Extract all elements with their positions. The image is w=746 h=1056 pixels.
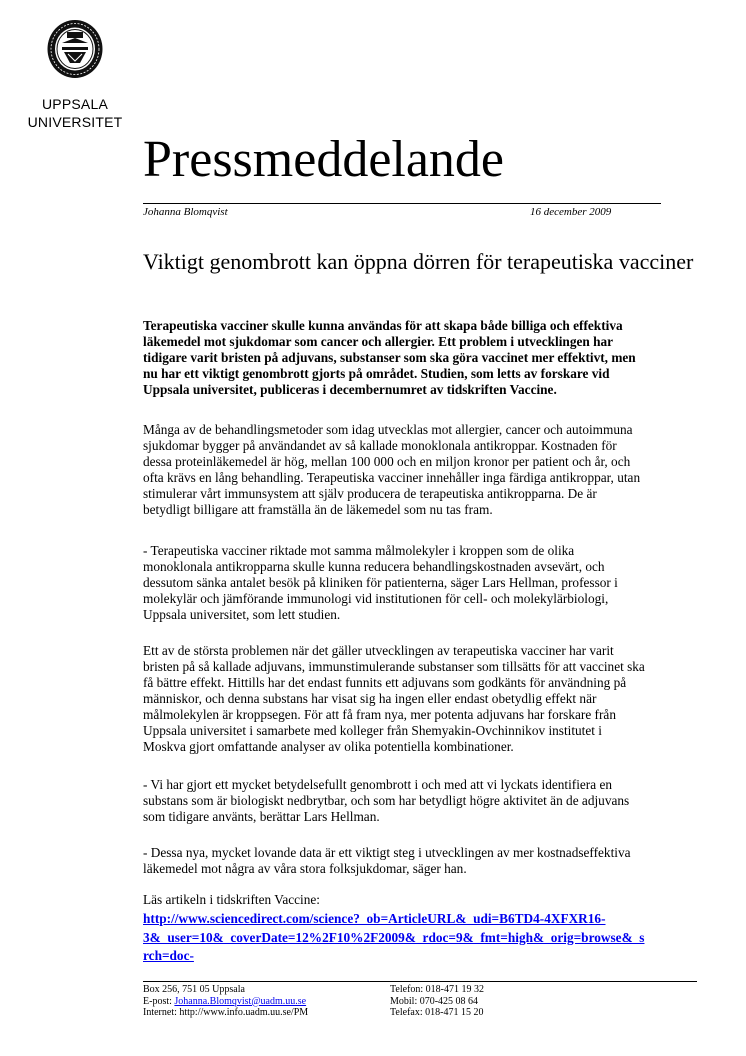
text-line: dessutom sänka antalet besök på kliniken för patienterna, säger Lars Hellman, professor i (143, 575, 618, 590)
text-line: bristen på så kallade adjuvans, immunstimulerande substanser som tillsätts för att vaccinet ska (143, 659, 645, 674)
author: Johanna Blomqvist (143, 206, 228, 218)
text-line: - Terapeutiska vacciner riktade mot samma målmolekyler i kroppen som de olika (143, 543, 575, 558)
text-line: sjukdomar bygger på användandet av så kallade monoklonala antikroppar. Kostnaden för (143, 438, 617, 453)
text-line: - Vi har gjort ett mycket betydelsefullt genombrott i och med att vi lyckats identifiera en (143, 777, 613, 792)
text-line: Många av de behandlingsmetoder som idag utvecklas mot allergier, cancer och autoimmuna (143, 422, 633, 437)
headline: Viktigt genombrott kan öppna dörren för terapeutiska vacciner (143, 249, 694, 274)
text-line: människor, och denna substans har visat sig ha ingen eller endast obetydlig effekt när (143, 691, 597, 706)
footer-contact (143, 984, 308, 1019)
text-line: målmolekylen är kroppsegen. För att få fram nya, mer potenta adjuvans har forskare från (143, 707, 616, 722)
text-line: molekylär och jämförande immunologi vid institutionen för cell- och molekylärbiologi, (143, 591, 609, 606)
text-line: läkemedel mot sjukdomar som cancer och allergier. Ett problem i utvecklingen har (143, 334, 614, 349)
lead-paragraph (143, 318, 636, 398)
body-paragraph (143, 422, 640, 518)
footer-internet: Internet: http://www.info.uadm.uu.se/PM (143, 1007, 309, 1019)
university-seal-logo (46, 19, 104, 79)
body-paragraph (143, 777, 629, 825)
footer-phones (390, 984, 484, 1019)
text-line: substans som är biologiskt nedbrytbar, och som har betydligt högre aktivitet än de adjuvans (143, 793, 630, 808)
text-line: stimulerar vårt immunsystem att själv producera de terapeutiska antikropparna. De är (143, 486, 597, 501)
footer-email-label: E-post: (143, 995, 175, 1007)
read-more-label: Läs artikeln i tidskriften Vaccine: (143, 892, 320, 907)
text-line: Moskva gjort omfattande analyser av olika potentiella kombinationer. (143, 739, 514, 754)
text-line: tidigare varit bristen på adjuvans, substanser som ska göra vaccinet mer effektivt, men (143, 350, 636, 365)
footer-email-link[interactable]: Johanna.Blomqvist@uadm.uu.se (174, 995, 307, 1007)
body-paragraph (143, 543, 618, 623)
text-line: Uppsala universitet, som lett studien. (143, 607, 341, 622)
text-line: läkemedel mot några av våra stora folksjukdomar, säger han. (143, 861, 467, 876)
logo-text-uppsala: UPPSALA (42, 96, 108, 112)
document-title: Pressmeddelande (143, 131, 505, 188)
logo-text-universitet: UNIVERSITET (27, 114, 123, 130)
date: 16 december 2009 (530, 206, 612, 218)
text-line: monoklonala antikropparna skulle kunna reducera behandlingskostnaden avsevärt, och (143, 559, 605, 574)
footer-phone: Telefon: 018-471 19 32 (390, 984, 485, 995)
text-line: få bättre effekt. Hittills har det endast funnits ett adjuvans som godkänts för användning på (143, 675, 627, 690)
link-line[interactable]: http://www.sciencedirect.com/science?_ob=ArticleURL&_udi=B6TD4-4XFXR16- (143, 911, 606, 926)
text-line: - Dessa nya, mycket lovande data är ett viktigt steg i utvecklingen av mer kostnadseffektiva (143, 845, 631, 860)
text-line: ofta krävs en lång behandling. Terapeutiska vacciner innehåller inga färdiga antikroppar, utan (143, 470, 641, 485)
text-line: Ett av de största problemen när det gäller utvecklingen av terapeutiska vacciner har varit (143, 643, 614, 658)
article-link[interactable] (143, 910, 644, 966)
link-line[interactable]: 3&_user=10&_coverDate=12%2F10%2F2009&_rdoc=9&_fmt=high&_orig=browse&_s (143, 929, 645, 945)
text-line: Terapeutiska vacciner skulle kunna användas för att skapa både billiga och effektiva (143, 318, 623, 333)
text-line: dessa proteinläkemedel är hög, mellan 100 000 och en miljon kronor per patient och år, och (143, 454, 631, 469)
footer-fax: Telefax: 018-471 15 20 (390, 1007, 484, 1019)
text-line: betydligt billigare att framställa än de läkemedel som nu tas fram. (143, 502, 493, 517)
footer-address: Box 256, 751 05 Uppsala (143, 984, 245, 995)
text-line: Uppsala universitet i samarbete med kolleger från Shemyakin-Ovchinnikov institutet i (143, 723, 602, 738)
body-paragraph (143, 643, 645, 755)
link-line[interactable]: rch=doc- (143, 948, 194, 963)
footer-email-row (143, 996, 308, 1008)
footer-divider (143, 981, 697, 982)
header-divider (143, 203, 661, 204)
text-line: som tidigare använts, berättar Lars Hellman. (143, 809, 380, 824)
text-line: Uppsala universitet, publiceras i decembernumret av tidskriften Vaccine. (143, 382, 557, 397)
footer-mobile: Mobil: 070-425 08 64 (390, 995, 479, 1007)
body-paragraph (143, 845, 631, 877)
text-line: nu har ett viktigt genombrott gjorts på området. Studien, som letts av forskare vid (143, 366, 610, 381)
